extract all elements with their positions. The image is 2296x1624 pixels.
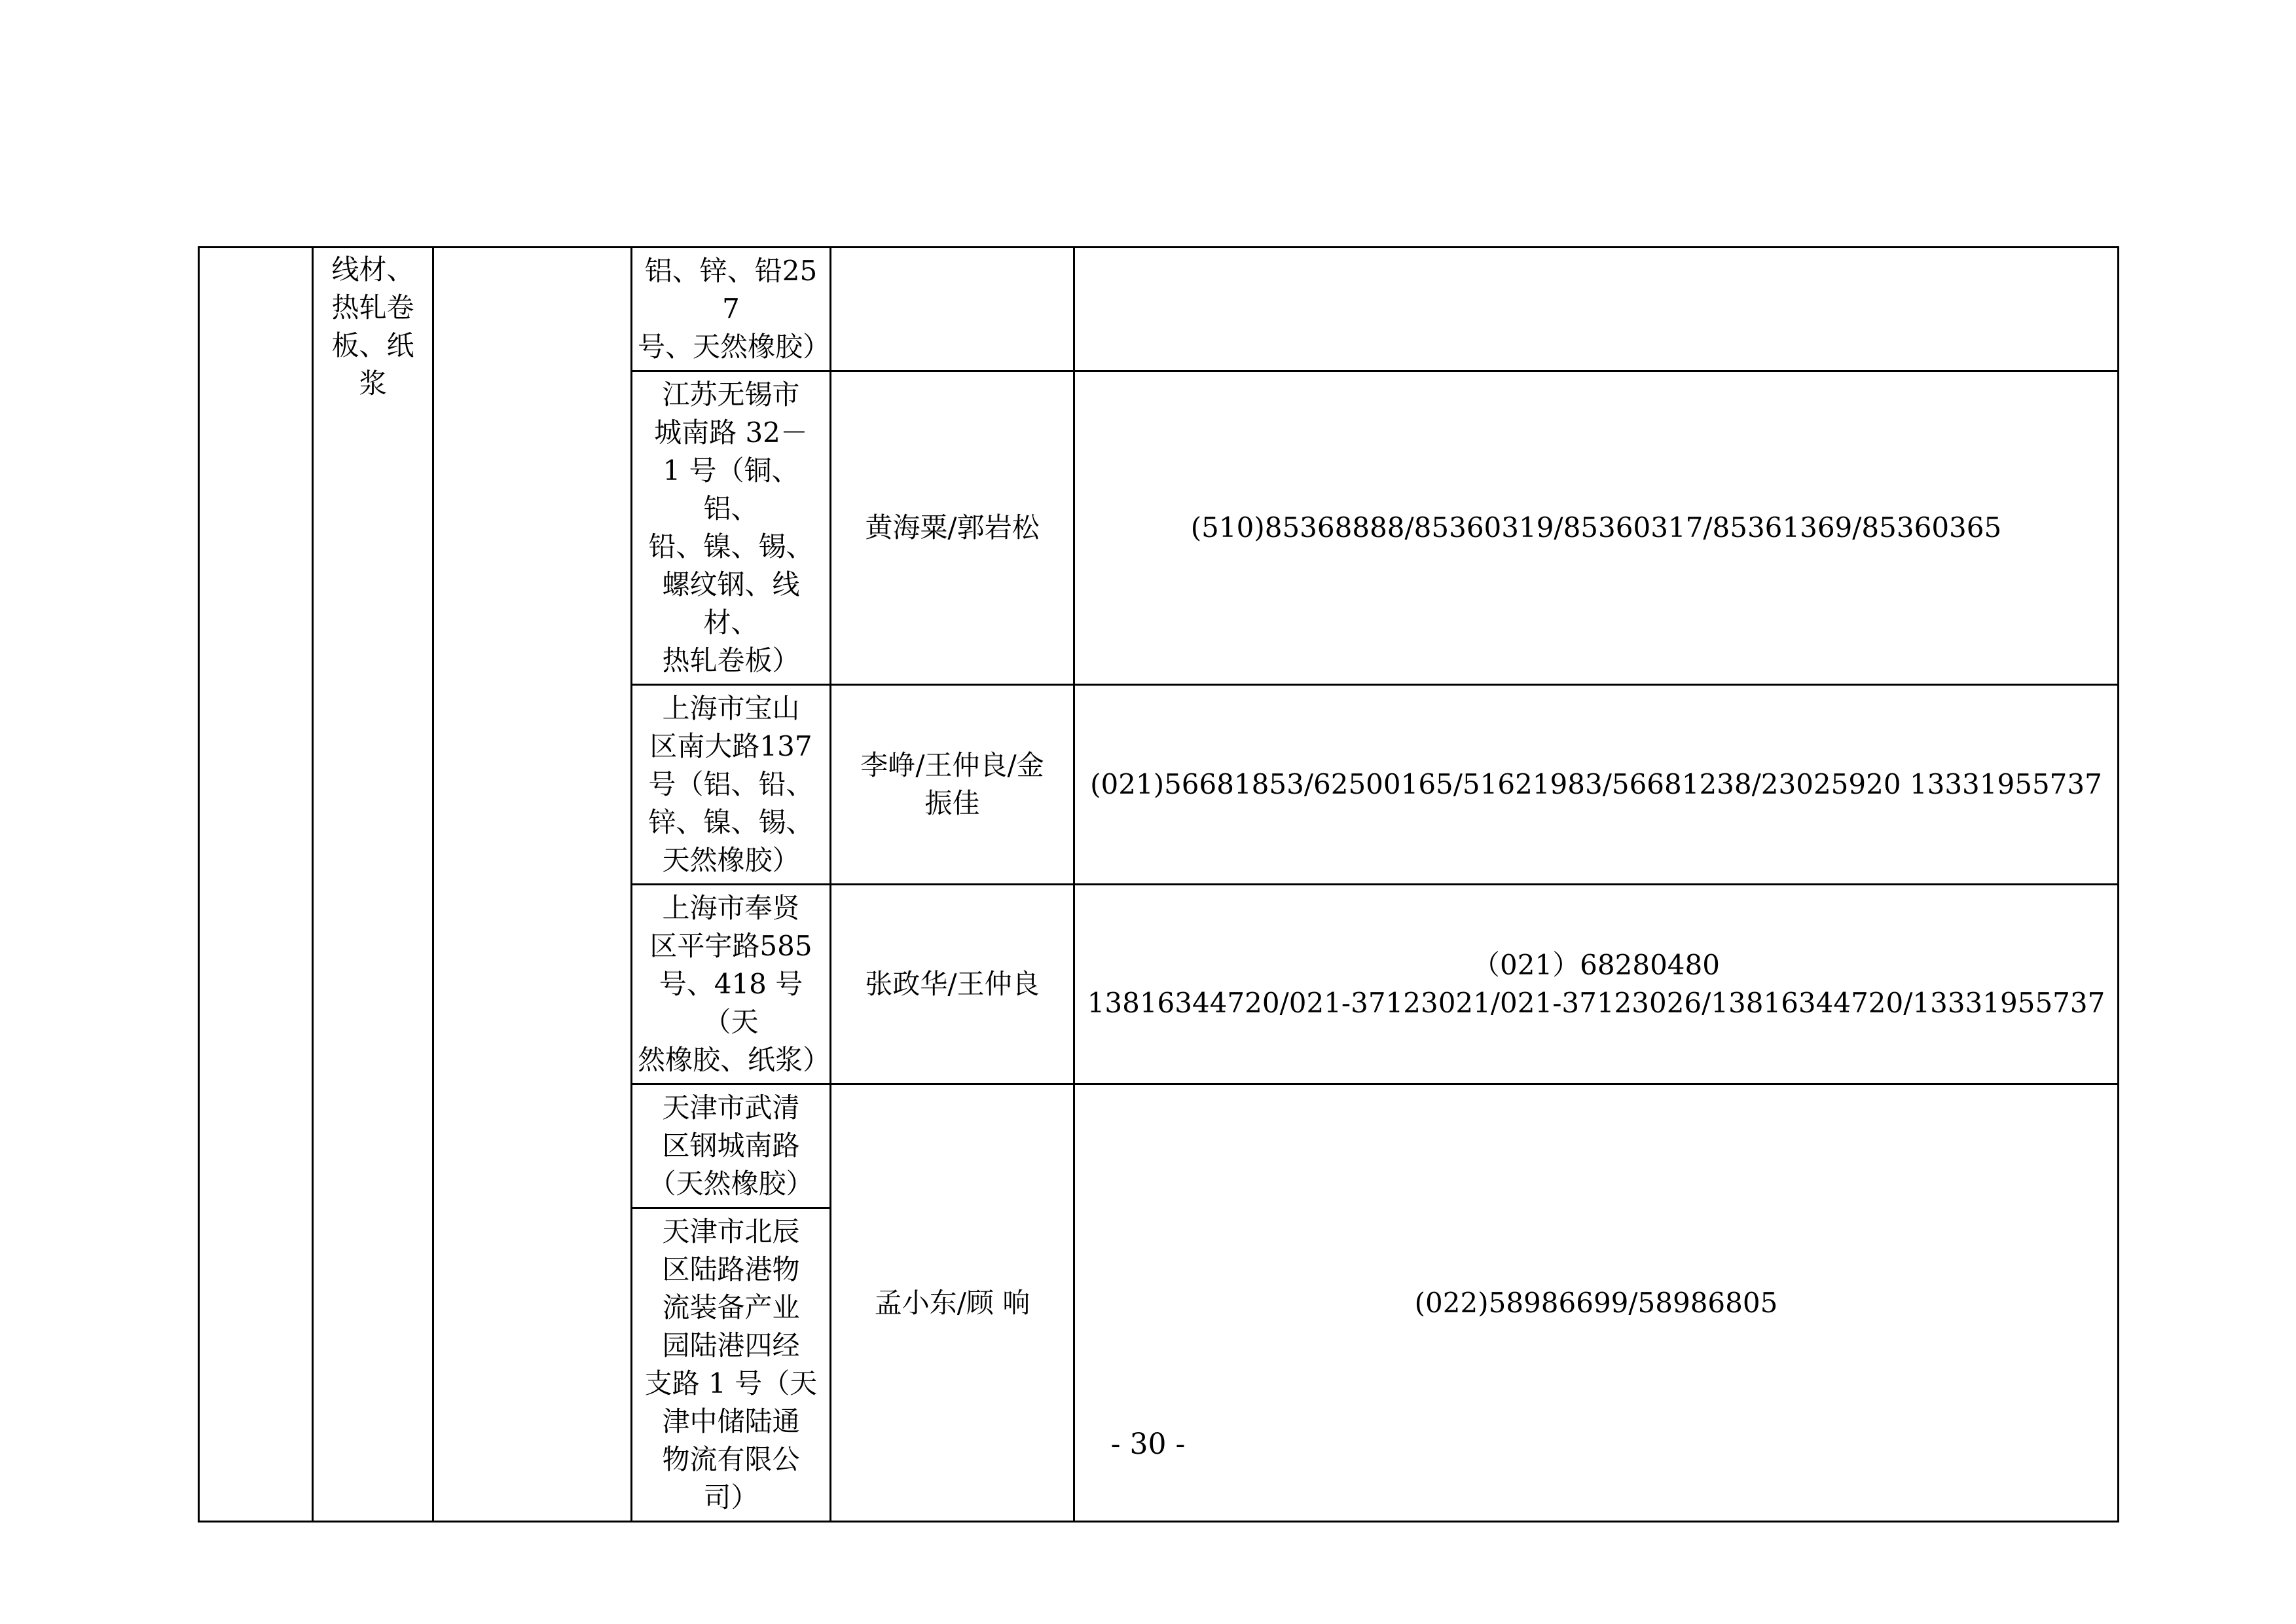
address-cell: 上海市奉贤 区平宇路585 号、418 号（天 然橡胶、纸浆） bbox=[632, 885, 831, 1084]
address-cell: 天津市北辰 区陆路港物 流装备产业 园陆港四经 支路 1 号（天 津中储陆通 物流有限公 司） bbox=[632, 1208, 831, 1522]
contact-cell: 孟小东/顾 响 bbox=[831, 1084, 1074, 1522]
address-cell: 铝、锌、铅257 号、天然橡胶） bbox=[632, 248, 831, 371]
address-cell: 江苏无锡市 城南路 32－ 1 号（铜、铝、 铅、镍、锡、 螺纹钢、线材、 热轧卷板） bbox=[632, 371, 831, 685]
address-cell: 天津市武清 区钢城南路 （天然橡胶） bbox=[632, 1084, 831, 1208]
empty-cell bbox=[199, 248, 313, 1522]
address-cell: 上海市宝山 区南大路137 号（铝、铅、 锌、镍、锡、 天然橡胶） bbox=[632, 685, 831, 885]
phone-cell: (510)85368888/85360319/85360317/85361369/85360365 bbox=[1074, 371, 2119, 685]
contact-cell bbox=[831, 248, 1074, 371]
empty-cell bbox=[433, 248, 632, 1522]
contact-cell: 黄海粟/郭岩松 bbox=[831, 371, 1074, 685]
warehouse-table bbox=[198, 246, 2119, 1522]
category-cell: 线材、 热轧卷 板、纸 浆 bbox=[313, 248, 433, 1522]
contact-cell: 张政华/王仲良 bbox=[831, 885, 1074, 1084]
phone-cell: (021)56681853/62500165/51621983/56681238/23025920 13331955737 bbox=[1074, 685, 2119, 885]
contact-cell: 李峥/王仲良/金 振佳 bbox=[831, 685, 1074, 885]
phone-cell bbox=[1074, 248, 2119, 371]
page-number: - 30 - bbox=[1110, 1428, 1186, 1461]
phone-cell: （021）68280480 13816344720/021-37123021/021-37123026/13816344720/13331955737 bbox=[1074, 885, 2119, 1084]
table-row bbox=[199, 248, 2119, 371]
phone-cell: (022)58986699/58986805 bbox=[1074, 1084, 2119, 1522]
